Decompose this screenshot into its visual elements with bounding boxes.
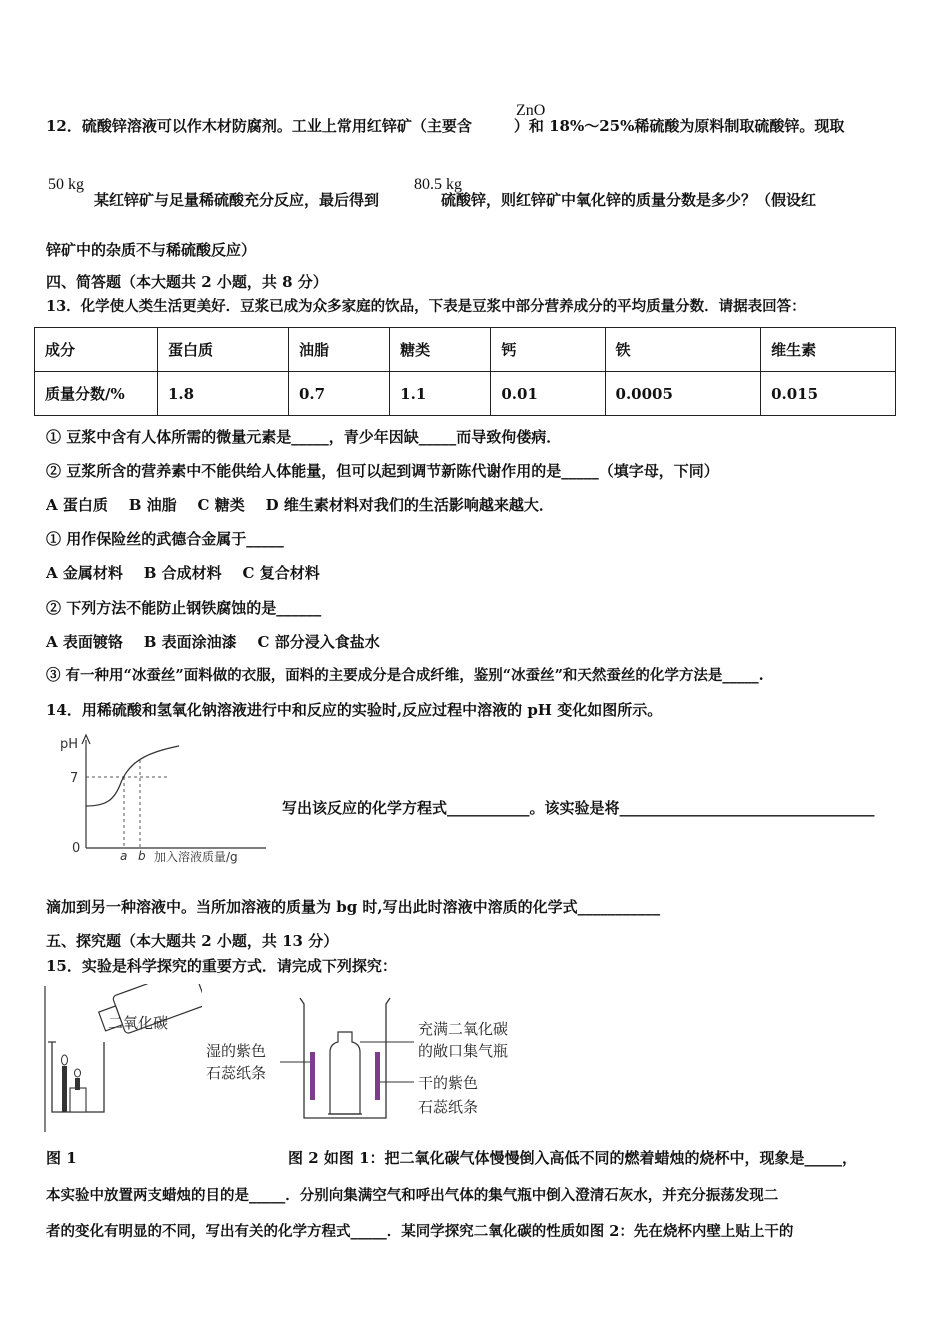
- q13-line: ② 下列方法不能防止钢铁腐蚀的是______: [46, 599, 322, 617]
- wet-litmus-strip: [310, 1052, 315, 1100]
- co2-bottle-label: 二氧化碳: [108, 1014, 169, 1032]
- q13-intro: 13．化学使人类生活更美好．豆浆已成为众多家庭的饮品，下表是豆浆中部分营养成分的平均质量分数．请据表回答：: [46, 298, 806, 315]
- candle-stand: [70, 1088, 86, 1112]
- q13-line: ③ 有一种用“冰蚕丝”面料做的衣服，面料的主要成分是合成纤维，鉴别“冰蚕丝”和天然蚕丝的化学方法是_____.: [46, 667, 764, 684]
- y-axis-label: pH: [60, 737, 79, 752]
- figure-2-litmus: [200, 990, 540, 1130]
- table-cell: 成分: [35, 328, 158, 372]
- q12-line3: 锌矿中的杂质不与稀硫酸反应）: [46, 241, 257, 259]
- q13-line: ① 用作保险丝的武德合金属于_____: [46, 530, 284, 548]
- table-cell: 0.015: [761, 372, 896, 416]
- ph-curve: [86, 746, 179, 806]
- q12-mass-ore: 50 kg: [48, 176, 84, 193]
- q14-line2: 滴加到另一种溶液中。当所加溶液的质量为 bg 时,写出此时溶液中溶质的化学式___________: [46, 898, 661, 916]
- dry-label-line2: 石蕊纸条: [418, 1098, 479, 1116]
- q15-intro: 15．实验是科学探究的重要方式．请完成下列探究：: [46, 957, 397, 975]
- flame-icon: [62, 1055, 68, 1065]
- table-cell: 0.0005: [605, 372, 761, 416]
- q13-line: ② 豆浆所含的营养素中不能供给人体能量，但可以起到调节新陈代谢作用的是_____（填字母，下同）: [46, 462, 719, 480]
- table-cell: 0.7: [288, 372, 389, 416]
- dry-litmus-strip: [375, 1052, 380, 1100]
- table-cell: 0.01: [491, 372, 605, 416]
- q15-line2: 本实验中放置两支蜡烛的目的是_____．分别向集满空气和呼出气体的集气瓶中倒入澄清石灰水，并充分振荡发现二: [46, 1187, 779, 1204]
- candle-short: [75, 1078, 80, 1090]
- table-cell: 维生素: [761, 328, 896, 372]
- q12-line1-pre: 12．硫酸锌溶液可以作木材防腐剂。工业上常用红锌矿（主要含: [46, 117, 472, 135]
- table-cell: 蛋白质: [158, 328, 289, 372]
- q12-formula-zno: ZnO: [516, 102, 546, 119]
- q13-line: A 蛋白质 B 油脂 C 糖类 D 维生素材料对我们的生活影响越来越大．: [46, 496, 554, 514]
- x-axis-label: 加入溶液质量/g: [154, 850, 238, 864]
- dry-label-line1: 干的紫色: [418, 1074, 479, 1092]
- q14-side-text: 写出该反应的化学方程式___________。该实验是将__________________________________: [282, 799, 875, 817]
- section-4-heading: 四、简答题（本大题共 2 小题，共 8 分）: [46, 273, 328, 291]
- wet-label-line1: 湿的紫色: [206, 1042, 267, 1060]
- q13-line: A 表面镀铬 B 表面涂油漆 C 部分浸入食盐水: [46, 633, 380, 651]
- q14-intro: 14．用稀硫酸和氢氧化钠溶液进行中和反应的实验时,反应过程中溶液的 pH 变化如图所示。: [46, 701, 663, 719]
- flame-icon: [75, 1069, 81, 1077]
- table-cell: 钙: [491, 328, 605, 372]
- q15-line3: 者的变化有明显的不同，写出有关的化学方程式_____．某同学探究二氧化碳的性质如图 2：先在烧杯内壁上贴上干的: [46, 1223, 794, 1240]
- nutrition-table: [34, 327, 896, 416]
- table-cell: 1.1: [390, 372, 491, 416]
- table-cell: 糖类: [390, 328, 491, 372]
- gas-jar: [330, 1032, 360, 1114]
- table-header-row: [35, 328, 896, 372]
- section-5-heading: 五、探究题（本大题共 2 小题，共 13 分）: [46, 932, 339, 950]
- q12-line1-post: ）和 18%～25%稀硫酸为原料制取硫酸锌。现取: [513, 117, 845, 135]
- y-tick-7: 7: [70, 771, 79, 786]
- candle-tall: [62, 1066, 67, 1112]
- q12-line1: [46, 116, 844, 136]
- x-tick-b: b: [138, 849, 146, 863]
- full-label-line1: 充满二氧化碳: [418, 1020, 509, 1038]
- q13-line: A 金属材料 B 合成材料 C 复合材料: [46, 564, 320, 582]
- table-cell: 油脂: [288, 328, 389, 372]
- q12-line2-post: 硫酸锌，则红锌矿中氧化锌的质量分数是多少？（假设红: [441, 191, 817, 209]
- q12-mass-zinc-sulfate: 80.5 kg: [414, 176, 462, 193]
- figure-1-caption: 图 1: [46, 1149, 77, 1167]
- q12-line2-mid: 某红锌矿与足量稀硫酸充分反应，最后得到: [94, 191, 380, 209]
- ph-graph: [56, 730, 286, 865]
- table-row: [35, 372, 896, 416]
- q15-line1: 图 2 如图 1：把二氧化碳气体慢慢倒入高低不同的燃着蜡烛的烧杯中，现象是_____，: [288, 1149, 858, 1167]
- table-cell: 质量分数/%: [35, 372, 158, 416]
- table-cell: 铁: [605, 328, 761, 372]
- table-cell: 1.8: [158, 372, 289, 416]
- figure-1-candles: [42, 984, 202, 1134]
- q13-line: ① 豆浆中含有人体所需的微量元素是_____，青少年因缺_____而导致佝偻病．: [46, 428, 562, 446]
- origin-label: 0: [72, 841, 81, 856]
- wet-label-line2: 石蕊纸条: [206, 1064, 267, 1082]
- full-label-line2: 的敞口集气瓶: [418, 1042, 509, 1060]
- x-tick-a: a: [120, 849, 128, 863]
